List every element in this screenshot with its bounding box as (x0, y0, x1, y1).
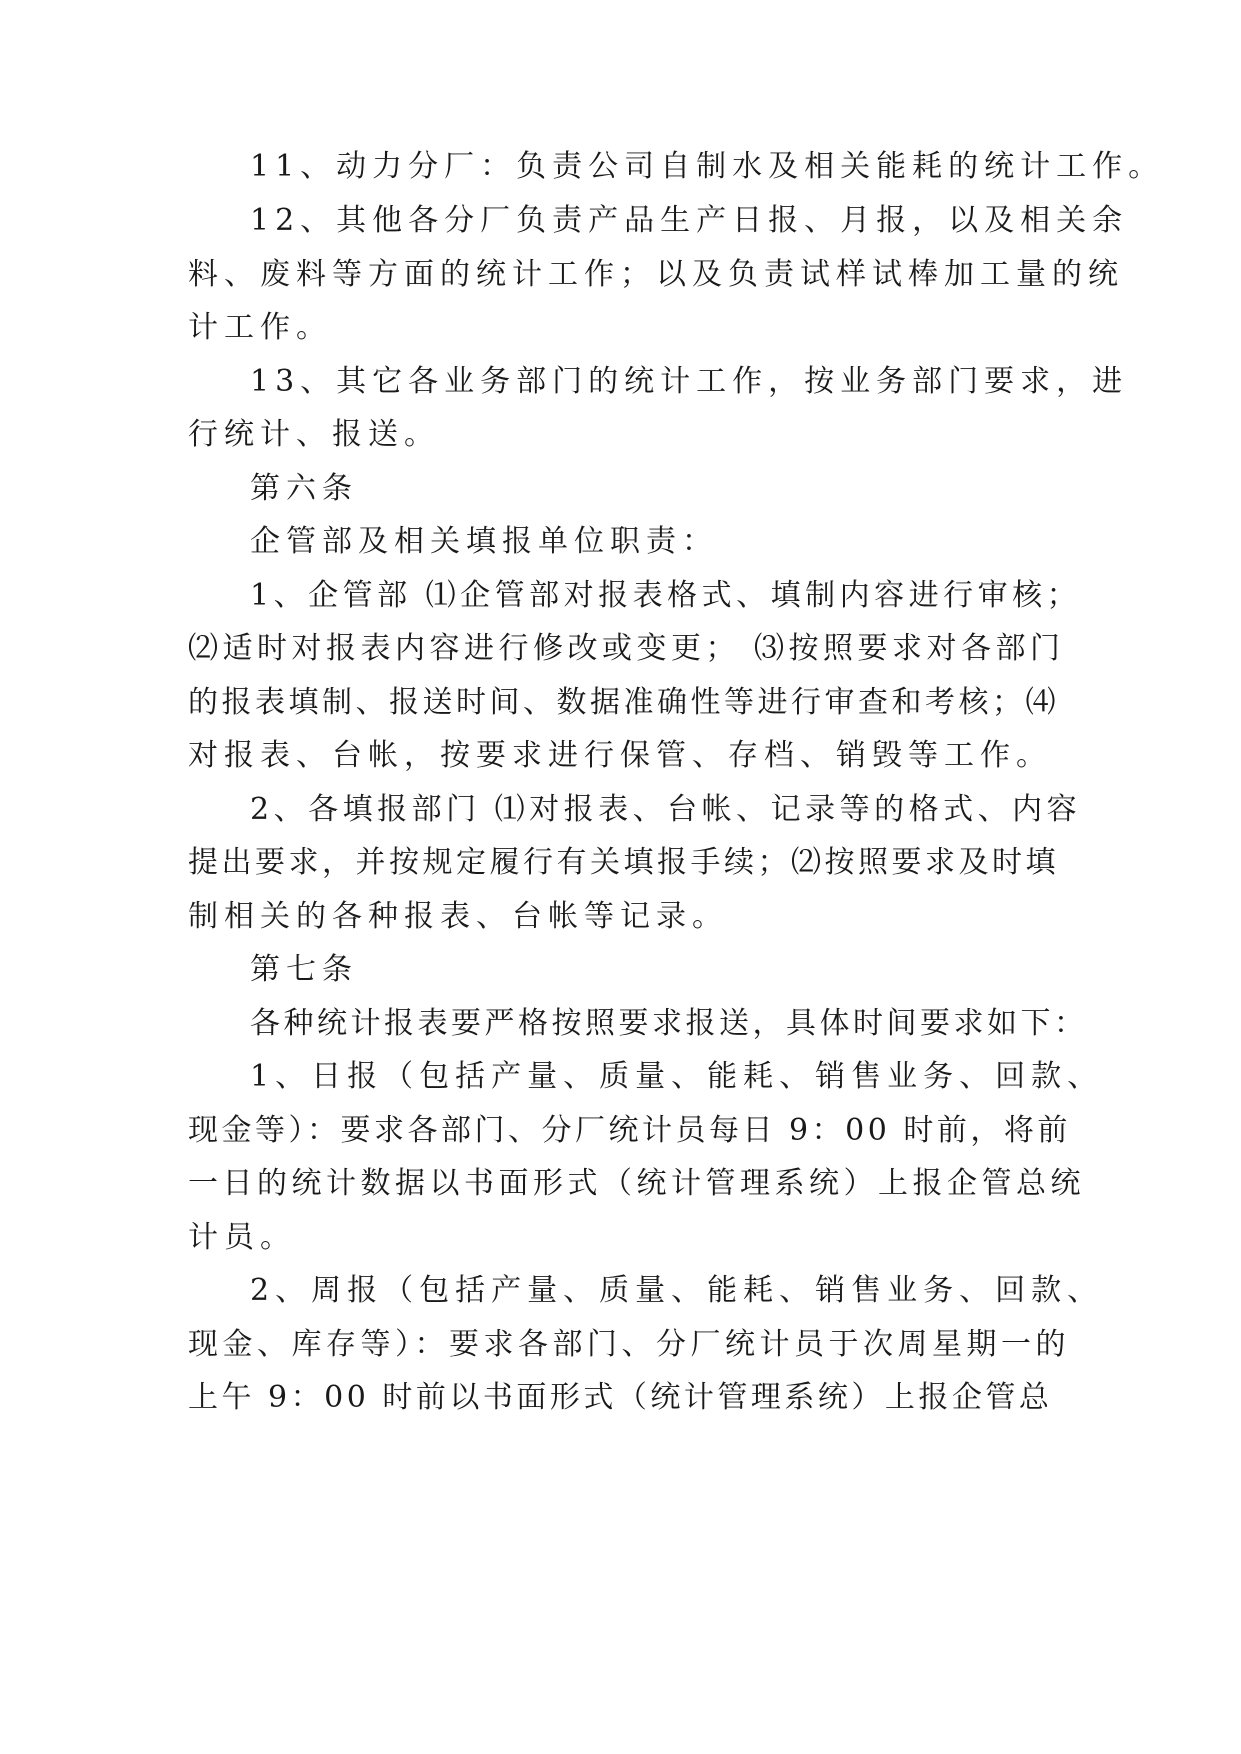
text-line: ⑵适时对报表内容进行修改或变更； ⑶按照要求对各部门 (188, 631, 1065, 666)
article-heading: 第七条 (250, 952, 358, 987)
text-line: 现金、库存等）：要求各部门、分厂统计员于次周星期一的 (188, 1327, 1070, 1362)
text-line: 行统计、报送。 (188, 417, 440, 452)
text-line: 12、其他各分厂负责产品生产日报、月报，以及相关余 (250, 203, 1129, 238)
text-line: 1、日报（包括产量、质量、能耗、销售业务、回款、 (250, 1059, 1104, 1094)
text-line: 各种统计报表要严格按照要求报送，具体时间要求如下： (250, 1006, 1088, 1041)
text-line: 企管部及相关填报单位职责： (250, 524, 718, 559)
text-line: 计员。 (188, 1220, 296, 1255)
text-line: 2、各填报部门 ⑴对报表、台帐、记录等的格式、内容 (250, 792, 1082, 827)
text-line: 一日的统计数据以书面形式（统计管理系统）上报企管总统 (188, 1166, 1085, 1201)
text-line: 制相关的各种报表、台帐等记录。 (188, 899, 728, 934)
text-line: 提出要求，并按规定履行有关填报手续；⑵按照要求及时填 (188, 845, 1059, 880)
text-line: 计工作。 (188, 310, 332, 345)
text-line: 13、其它各业务部门的统计工作，按业务部门要求，进 (250, 364, 1129, 399)
text-line: 11、动力分厂：负责公司自制水及相关能耗的统计工作。 (250, 149, 1165, 184)
text-line: 上午 9：00 时前以书面形式（统计管理系统）上报企管总 (188, 1380, 1053, 1415)
text-line: 的报表填制、报送时间、数据准确性等进行审查和考核；⑷ (188, 685, 1059, 720)
article-heading: 第六条 (250, 471, 358, 506)
text-line: 现金等）：要求各部门、分厂统计员每日 9：00 时前，将前 (188, 1113, 1071, 1148)
text-line: 料、废料等方面的统计工作；以及负责试样试棒加工量的统 (188, 257, 1124, 292)
text-line: 2、周报（包括产量、质量、能耗、销售业务、回款、 (250, 1273, 1104, 1308)
text-line: 1、企管部 ⑴企管部对报表格式、填制内容进行审核； (250, 578, 1082, 613)
text-line: 对报表、台帐，按要求进行保管、存档、销毁等工作。 (188, 738, 1052, 773)
